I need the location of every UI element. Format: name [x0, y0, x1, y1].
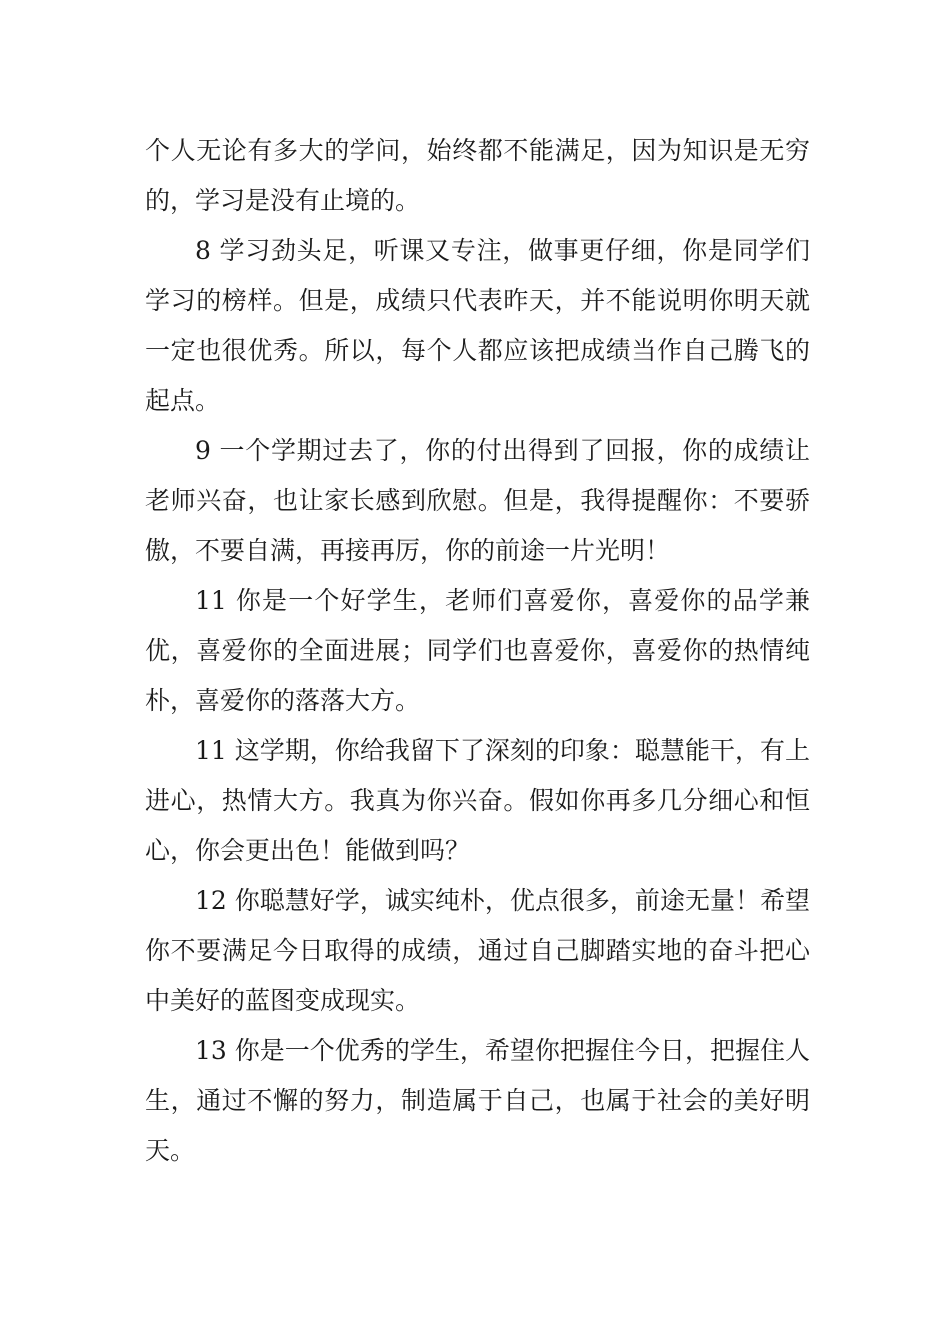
paragraph-3: 9 一个学期过去了，你的付出得到了回报，你的成绩让老师兴奋，也让家长感到欣慰。但是，我得提醒你：不要骄傲，不要自满，再接再厉，你的前途一片光明！ — [145, 436, 810, 565]
paragraph-5: 11 这学期，你给我留下了深刻的印象：聪慧能干，有上进心，热情大方。我真为你兴奋。假如你再多几分细心和恒心，你会更出色！能做到吗？ — [145, 736, 810, 865]
paragraph-4: 11 你是一个好学生，老师们喜爱你，喜爱你的品学兼优，喜爱你的全面进展；同学们也喜爱你，喜爱你的热情纯朴，喜爱你的落落大方。 — [145, 586, 810, 715]
paragraph-2: 8 学习劲头足，听课又专注，做事更仔细，你是同学们学习的榜样。但是，成绩只代表昨天，并不能说明你明天就一定也很优秀。所以，每个人都应该把成绩当作自己腾飞的起点。 — [145, 236, 810, 415]
document-body — [145, 126, 810, 1176]
paragraph-6: 12 你聪慧好学，诚实纯朴，优点很多，前途无量！希望你不要满足今日取得的成绩，通过自己脚踏实地的奋斗把心中美好的蓝图变成现实。 — [145, 886, 810, 1015]
paragraph-7: 13 你是一个优秀的学生，希望你把握住今日，把握住人生，通过不懈的努力，制造属于自己，也属于社会的美好明天。 — [145, 1036, 810, 1165]
paragraph-1: 个人无论有多大的学问，始终都不能满足，因为知识是无穷的，学习是没有止境的。 — [145, 136, 810, 215]
